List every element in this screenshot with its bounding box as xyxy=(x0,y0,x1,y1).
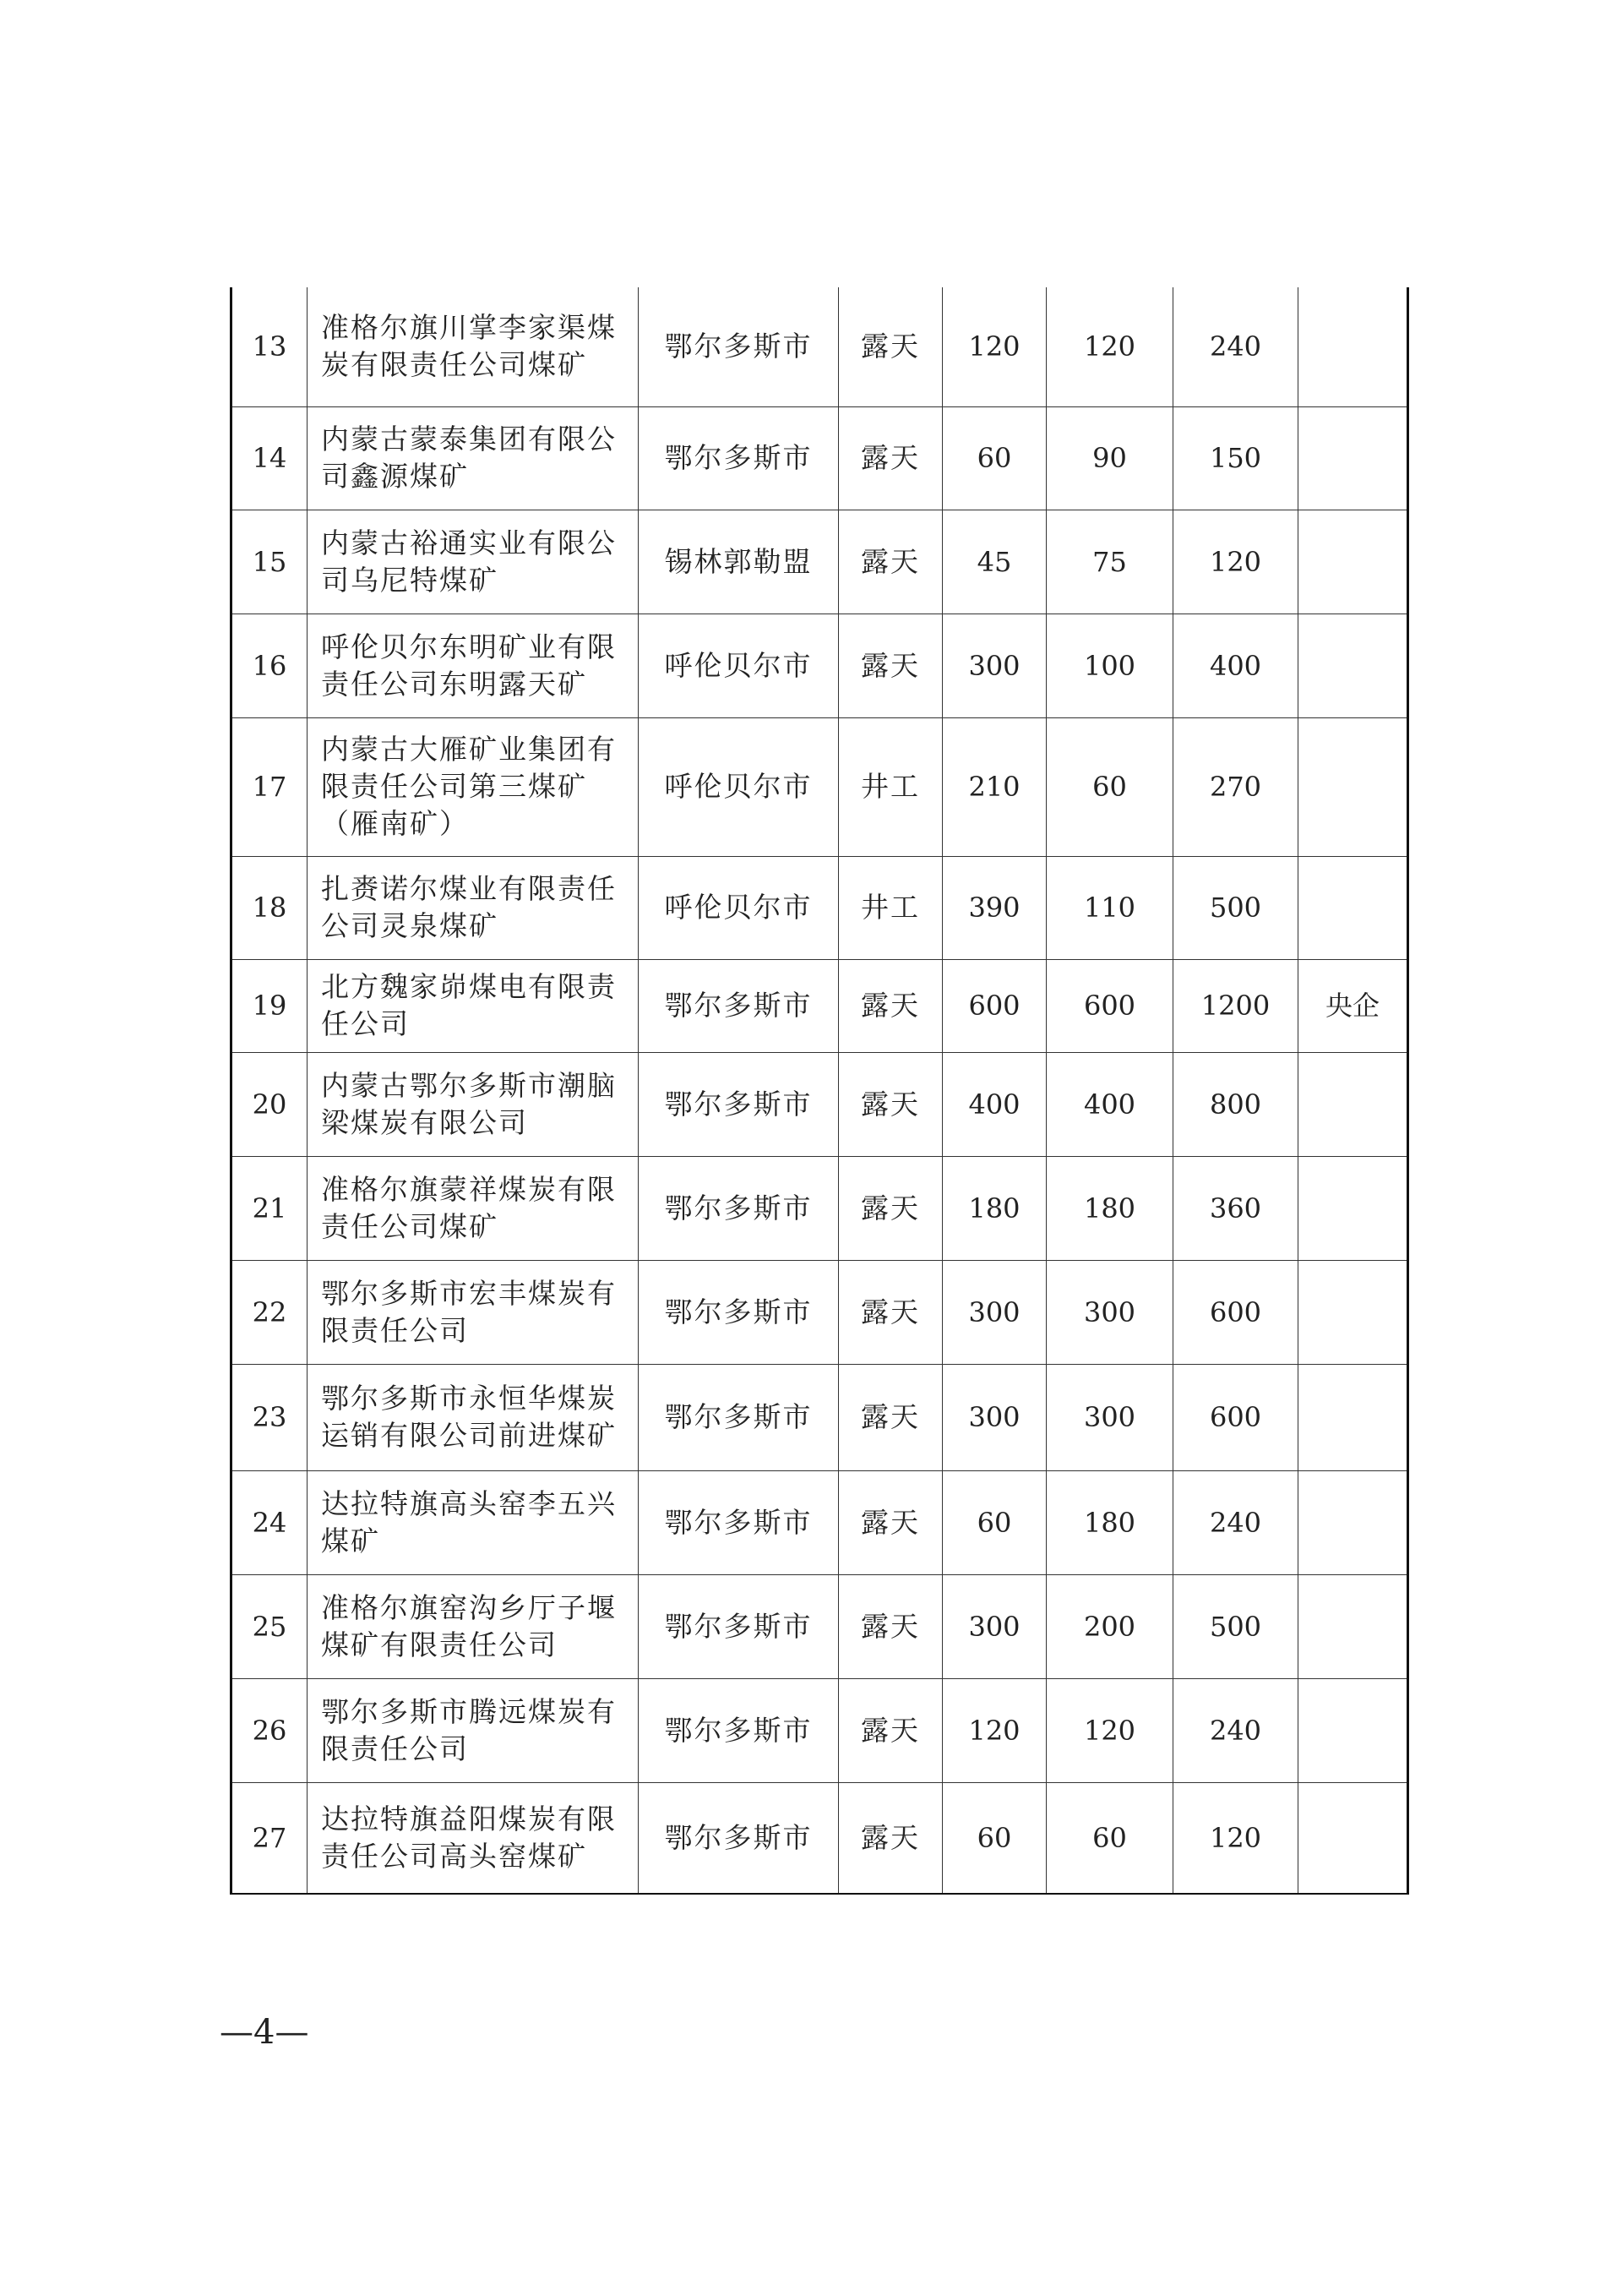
coal-mine-table xyxy=(230,287,1409,1895)
region-cell: 呼伦贝尔市 xyxy=(639,717,839,856)
value-3-cell: 240 xyxy=(1173,1470,1298,1574)
value-2-cell: 180 xyxy=(1047,1470,1173,1574)
value-3-cell: 1200 xyxy=(1173,959,1298,1052)
table-row xyxy=(231,1678,1408,1782)
region-cell: 鄂尔多斯市 xyxy=(639,1782,839,1894)
row-number-cell: 18 xyxy=(231,856,308,959)
value-1-cell: 60 xyxy=(943,1470,1047,1574)
value-3-cell: 600 xyxy=(1173,1260,1298,1364)
mining-type-cell: 井工 xyxy=(839,717,943,856)
note-cell: 央企 xyxy=(1298,959,1408,1052)
value-1-cell: 300 xyxy=(943,1574,1047,1678)
region-cell: 鄂尔多斯市 xyxy=(639,1052,839,1156)
value-2-cell: 120 xyxy=(1047,287,1173,406)
mine-name-cell: 准格尔旗川掌李家渠煤炭有限责任公司煤矿 xyxy=(308,287,639,406)
mine-name-cell: 鄂尔多斯市腾远煤炭有限责任公司 xyxy=(308,1678,639,1782)
mine-name-cell: 北方魏家峁煤电有限责任公司 xyxy=(308,959,639,1052)
mining-type-cell: 露天 xyxy=(839,1260,943,1364)
region-cell: 鄂尔多斯市 xyxy=(639,1574,839,1678)
row-number-cell: 17 xyxy=(231,717,308,856)
value-2-cell: 300 xyxy=(1047,1260,1173,1364)
value-3-cell: 120 xyxy=(1173,510,1298,614)
region-cell: 鄂尔多斯市 xyxy=(639,1678,839,1782)
mine-name-cell: 内蒙古大雁矿业集团有限责任公司第三煤矿（雁南矿） xyxy=(308,717,639,856)
table-row xyxy=(231,1156,1408,1260)
row-number-cell: 19 xyxy=(231,959,308,1052)
note-cell xyxy=(1298,1782,1408,1894)
value-3-cell: 400 xyxy=(1173,614,1298,717)
region-cell: 呼伦贝尔市 xyxy=(639,614,839,717)
note-cell xyxy=(1298,406,1408,510)
note-cell xyxy=(1298,1156,1408,1260)
row-number-cell: 15 xyxy=(231,510,308,614)
row-number-cell: 24 xyxy=(231,1470,308,1574)
mining-type-cell: 露天 xyxy=(839,1156,943,1260)
mine-name-cell: 鄂尔多斯市宏丰煤炭有限责任公司 xyxy=(308,1260,639,1364)
note-cell xyxy=(1298,287,1408,406)
value-1-cell: 400 xyxy=(943,1052,1047,1156)
note-cell xyxy=(1298,717,1408,856)
value-1-cell: 120 xyxy=(943,1678,1047,1782)
value-2-cell: 60 xyxy=(1047,1782,1173,1894)
value-1-cell: 300 xyxy=(943,1260,1047,1364)
row-number-cell: 23 xyxy=(231,1364,308,1470)
value-3-cell: 240 xyxy=(1173,287,1298,406)
value-3-cell: 360 xyxy=(1173,1156,1298,1260)
region-cell: 鄂尔多斯市 xyxy=(639,959,839,1052)
value-2-cell: 90 xyxy=(1047,406,1173,510)
region-cell: 鄂尔多斯市 xyxy=(639,1260,839,1364)
value-1-cell: 210 xyxy=(943,717,1047,856)
value-2-cell: 200 xyxy=(1047,1574,1173,1678)
mining-type-cell: 露天 xyxy=(839,1470,943,1574)
mining-type-cell: 露天 xyxy=(839,1678,943,1782)
value-1-cell: 300 xyxy=(943,614,1047,717)
table-row xyxy=(231,1574,1408,1678)
value-1-cell: 45 xyxy=(943,510,1047,614)
table-row xyxy=(231,1364,1408,1470)
note-cell xyxy=(1298,1678,1408,1782)
region-cell: 鄂尔多斯市 xyxy=(639,287,839,406)
mine-name-cell: 鄂尔多斯市永恒华煤炭运销有限公司前进煤矿 xyxy=(308,1364,639,1470)
region-cell: 鄂尔多斯市 xyxy=(639,406,839,510)
value-1-cell: 180 xyxy=(943,1156,1047,1260)
value-3-cell: 240 xyxy=(1173,1678,1298,1782)
value-2-cell: 600 xyxy=(1047,959,1173,1052)
value-2-cell: 400 xyxy=(1047,1052,1173,1156)
value-2-cell: 110 xyxy=(1047,856,1173,959)
value-3-cell: 270 xyxy=(1173,717,1298,856)
row-number-cell: 27 xyxy=(231,1782,308,1894)
note-cell xyxy=(1298,1364,1408,1470)
value-2-cell: 300 xyxy=(1047,1364,1173,1470)
table-row xyxy=(231,1052,1408,1156)
region-cell: 锡林郭勒盟 xyxy=(639,510,839,614)
mine-name-cell: 内蒙古鄂尔多斯市潮脑梁煤炭有限公司 xyxy=(308,1052,639,1156)
note-cell xyxy=(1298,510,1408,614)
table-row xyxy=(231,1782,1408,1894)
region-cell: 鄂尔多斯市 xyxy=(639,1470,839,1574)
row-number-cell: 25 xyxy=(231,1574,308,1678)
page-number: —4— xyxy=(220,2013,309,2052)
value-1-cell: 600 xyxy=(943,959,1047,1052)
value-3-cell: 500 xyxy=(1173,856,1298,959)
table-row xyxy=(231,856,1408,959)
mining-type-cell: 露天 xyxy=(839,510,943,614)
row-number-cell: 20 xyxy=(231,1052,308,1156)
mine-name-cell: 达拉特旗益阳煤炭有限责任公司高头窑煤矿 xyxy=(308,1782,639,1894)
region-cell: 鄂尔多斯市 xyxy=(639,1364,839,1470)
note-cell xyxy=(1298,1574,1408,1678)
row-number-cell: 22 xyxy=(231,1260,308,1364)
mining-type-cell: 露天 xyxy=(839,1574,943,1678)
table-row xyxy=(231,406,1408,510)
row-number-cell: 13 xyxy=(231,287,308,406)
value-3-cell: 150 xyxy=(1173,406,1298,510)
value-3-cell: 600 xyxy=(1173,1364,1298,1470)
mining-type-cell: 露天 xyxy=(839,1782,943,1894)
note-cell xyxy=(1298,1260,1408,1364)
value-1-cell: 60 xyxy=(943,406,1047,510)
mine-name-cell: 扎赉诺尔煤业有限责任公司灵泉煤矿 xyxy=(308,856,639,959)
mine-name-cell: 准格尔旗窑沟乡厅子堰煤矿有限责任公司 xyxy=(308,1574,639,1678)
mining-type-cell: 井工 xyxy=(839,856,943,959)
mine-name-cell: 呼伦贝尔东明矿业有限责任公司东明露天矿 xyxy=(308,614,639,717)
region-cell: 鄂尔多斯市 xyxy=(639,1156,839,1260)
row-number-cell: 21 xyxy=(231,1156,308,1260)
table-row xyxy=(231,1260,1408,1364)
table-row xyxy=(231,510,1408,614)
value-1-cell: 300 xyxy=(943,1364,1047,1470)
table-row xyxy=(231,287,1408,406)
mine-name-cell: 准格尔旗蒙祥煤炭有限责任公司煤矿 xyxy=(308,1156,639,1260)
mine-name-cell: 内蒙古蒙泰集团有限公司鑫源煤矿 xyxy=(308,406,639,510)
value-1-cell: 390 xyxy=(943,856,1047,959)
mining-type-cell: 露天 xyxy=(839,1052,943,1156)
value-1-cell: 120 xyxy=(943,287,1047,406)
table-row xyxy=(231,614,1408,717)
mine-name-cell: 内蒙古裕通实业有限公司乌尼特煤矿 xyxy=(308,510,639,614)
row-number-cell: 26 xyxy=(231,1678,308,1782)
mining-type-cell: 露天 xyxy=(839,614,943,717)
row-number-cell: 16 xyxy=(231,614,308,717)
table-row xyxy=(231,959,1408,1052)
table-body xyxy=(231,287,1408,1894)
table-row xyxy=(231,1470,1408,1574)
note-cell xyxy=(1298,856,1408,959)
mining-type-cell: 露天 xyxy=(839,287,943,406)
mining-type-cell: 露天 xyxy=(839,959,943,1052)
value-2-cell: 75 xyxy=(1047,510,1173,614)
row-number-cell: 14 xyxy=(231,406,308,510)
value-3-cell: 120 xyxy=(1173,1782,1298,1894)
value-1-cell: 60 xyxy=(943,1782,1047,1894)
note-cell xyxy=(1298,1052,1408,1156)
table-row xyxy=(231,717,1408,856)
mine-name-cell: 达拉特旗高头窑李五兴煤矿 xyxy=(308,1470,639,1574)
value-3-cell: 500 xyxy=(1173,1574,1298,1678)
value-2-cell: 60 xyxy=(1047,717,1173,856)
value-2-cell: 100 xyxy=(1047,614,1173,717)
mining-type-cell: 露天 xyxy=(839,1364,943,1470)
note-cell xyxy=(1298,614,1408,717)
region-cell: 呼伦贝尔市 xyxy=(639,856,839,959)
note-cell xyxy=(1298,1470,1408,1574)
value-3-cell: 800 xyxy=(1173,1052,1298,1156)
value-2-cell: 120 xyxy=(1047,1678,1173,1782)
value-2-cell: 180 xyxy=(1047,1156,1173,1260)
mining-type-cell: 露天 xyxy=(839,406,943,510)
